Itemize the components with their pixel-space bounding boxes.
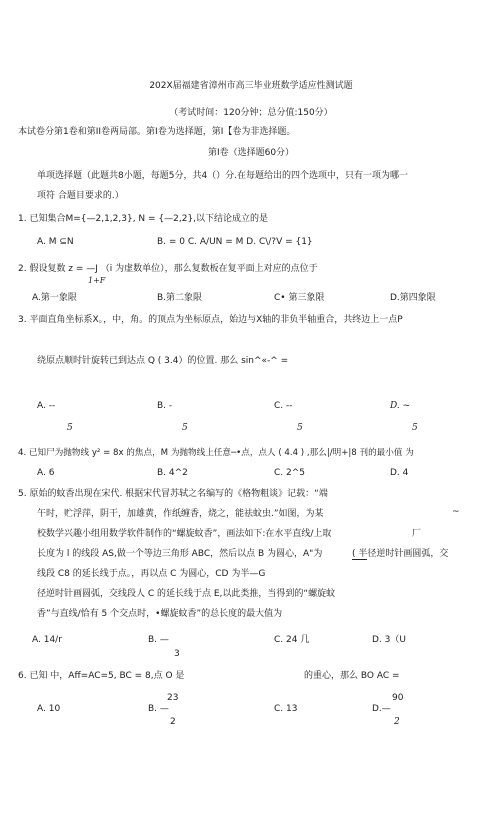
question-6-stem: 6. 已知 中，Aff=AC=5, BC = 8,点 O 是 <box>18 671 185 681</box>
question-3-option-b: B. - <box>157 401 173 411</box>
question-6-option-d-numerator: 90 <box>392 693 404 703</box>
question-5-option-b-denominator: 3 <box>174 649 180 659</box>
question-1-options-rest: B. = 0 C. A/UN = M D. C\/?V = {1} <box>157 237 313 247</box>
question-5-line-5: 线段 C8 的延长线于点。，再以点 C 为圆心，CD 为半—G <box>37 569 266 579</box>
question-4-stem: 4. 已知尸为抛物线 y² = 8x 的焦点，M 为抛物线上任意─•点，点人 ( 4.4 ) ,那么|/明+|8 刊的最小值 为 <box>18 448 414 458</box>
question-1-stem: 1. 已知集合M={—2,1,2,3}, N = {—2,2},以下结论成立的是 <box>18 214 269 224</box>
paper-intro: 本试卷分第1卷和第II卷两局部。第I卷为选择题，第I【卷为非选择题。 <box>18 127 296 137</box>
question-6-option-d-denominator: 2 <box>394 717 400 727</box>
question-5-option-b: B. — <box>148 635 169 645</box>
question-1-option-a: A. M ⊆N <box>37 237 74 247</box>
question-3-stem: 3. 平面直角坐标系X。，中，角。的顶点为坐标原点，始边与X轴的非负半轴重合，共终边上一点P <box>18 315 403 325</box>
question-5-option-c: C. 24 几 <box>274 635 310 645</box>
question-5-option-a: A. 14/r <box>32 635 62 645</box>
instructions-line-1: 单项选择题（此题共8小题，每题5分，共4（）分.在每题给出的四个选项中，只有一项为哪一 <box>37 171 409 181</box>
exam-title: 202X届福建省漳州市高三毕业班数学适应性测试题 <box>149 81 353 91</box>
question-5-option-d: D. 3（U <box>372 635 406 645</box>
question-6-stem-continued: 的重心，那么 BO AC = <box>304 671 400 681</box>
question-6-option-c: C. 13 <box>274 704 298 714</box>
question-3-denominator-b: 5 <box>182 423 188 433</box>
question-3-line-2: 绕原点顺时针旋转已到达点 Q ( 3.4）的位置. 那么 sin^«-^ = <box>37 356 289 366</box>
question-3-denominator-c: 5 <box>297 423 303 433</box>
question-5-line-7: 香”与直线/恰有 5 个交点时，•螺旋蚊香”的总长度的最大值为 <box>37 609 283 619</box>
question-3-option-a: A. -- <box>37 401 56 411</box>
question-5-line-2-mark: ~ <box>452 507 460 517</box>
instructions-line-2: 项符 合题目要求的.） <box>37 191 124 201</box>
question-6-option-b-denominator: 2 <box>170 717 176 727</box>
question-5-line-3: 校数学兴趣小组用数学软件制作的“螺旋蚊香”，画法如下:在水平直线/上取 <box>37 529 332 539</box>
question-3-denominator-d: 5 <box>412 423 418 433</box>
question-2-option-d: D.第四象限 <box>390 293 436 303</box>
question-2-option-b: B.第二象限 <box>157 293 203 303</box>
question-5-line-4-tail: ( 半径逆时针画圆弧，交 <box>352 549 449 559</box>
question-6-option-b: B. — <box>148 704 169 714</box>
question-4-option-c: C. 2^5 <box>274 468 305 478</box>
question-2-fraction-denominator: 1+F <box>88 276 106 285</box>
question-5-line-3-mark: 厂 <box>412 529 422 539</box>
question-3-denominator-a: 5 <box>67 423 73 433</box>
question-5-line-6: 径逆时针画圆弧，交线段人 C 的延长线于点 E,以此类推，当得到的“螺旋蚊 <box>37 589 336 599</box>
exam-info: （考试时间：120分钟；总分值:150分） <box>169 108 333 118</box>
question-4-option-a: A. 6 <box>37 468 55 478</box>
question-3-option-c: C. -- <box>274 401 293 411</box>
question-3-option-d: D. ~ <box>390 401 411 411</box>
question-6-option-b-numerator: 23 <box>167 693 179 703</box>
question-6-option-d: D.— <box>372 704 391 714</box>
question-2-stem: 2. 假设复数 z = —J （i 为虚数单位），那么复数板在复平面上对应的点位于 <box>18 264 318 274</box>
question-4-option-d: D. 4 <box>390 468 409 478</box>
question-6-option-a: A. 10 <box>37 704 61 714</box>
question-5-line-2: 午时，贮浮萍，阴干，加雄黄，作纸缠香，烧之，能祛蚊虫.”如图，为某 <box>37 509 324 519</box>
question-5-line-1: 5. 原始的蚊香出现在宋代. 根据宋代冒苏轼之名编写的《格物粗谈》记载：“端 <box>18 489 328 499</box>
question-2-option-c: C• 第三象限 <box>274 293 325 303</box>
question-4-option-b: B. 4^2 <box>157 468 188 478</box>
question-2-option-a: A.第一象限 <box>32 293 77 303</box>
question-5-answer-blank <box>352 559 367 560</box>
section-title: 第I卷（选择题60分） <box>207 148 295 158</box>
question-5-line-4: 长度为 l 的线段 AS,做一个等边三角形 ABC，然后以点 B 为圆心，A"为 <box>37 549 323 559</box>
